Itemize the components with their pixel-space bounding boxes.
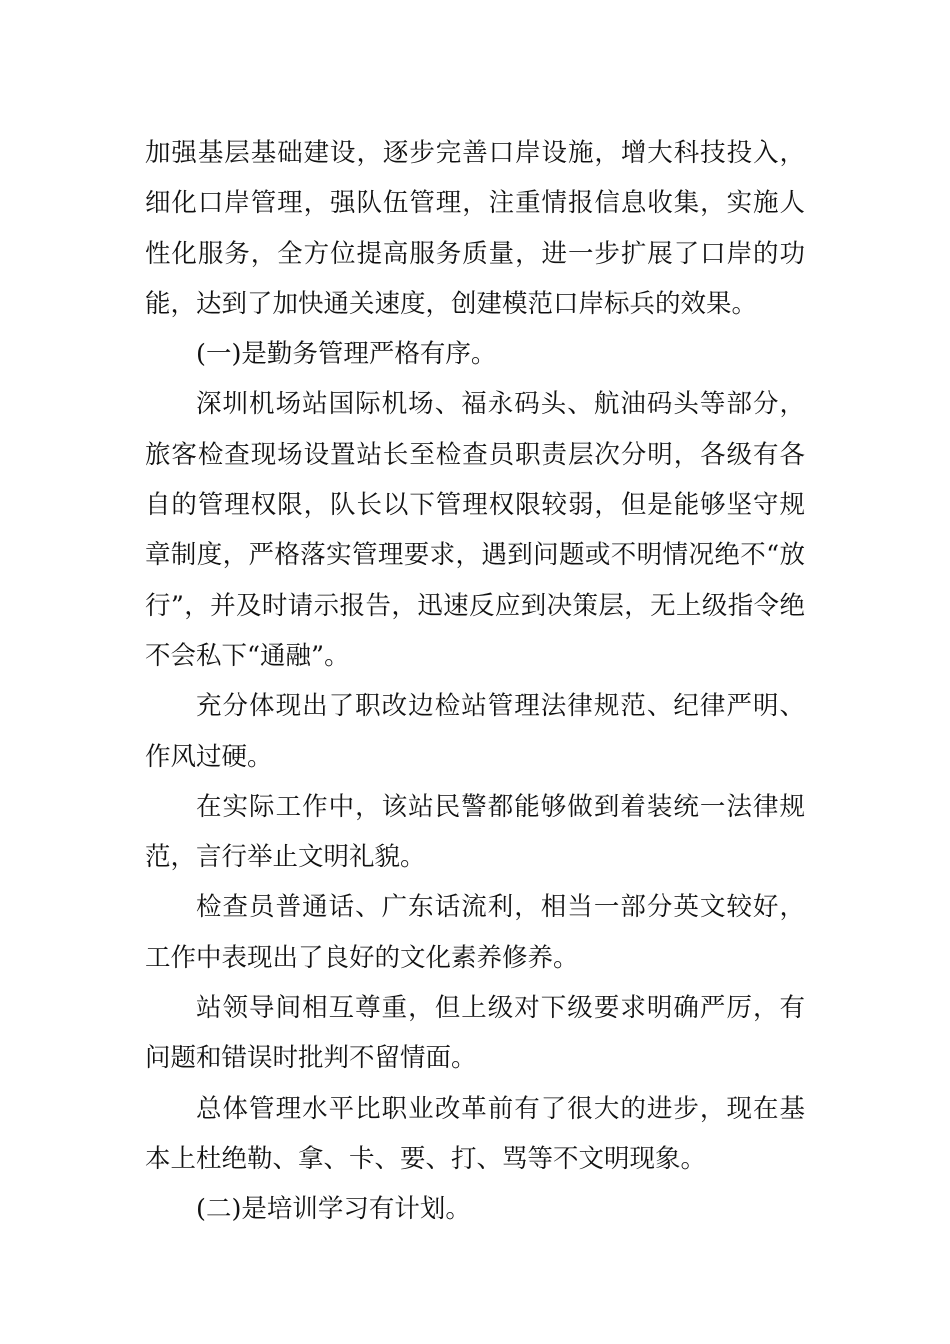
paragraph-inspectors: 检查员普通话、广东话流利，相当一部分英文较好，工作中表现出了良好的文化素养修养。 xyxy=(145,892,805,973)
paragraph-overall-level: 总体管理水平比职业改革前有了很大的进步，现在基本上杜绝勒、拿、卡、要、打、骂等不文明现象。 xyxy=(145,1093,805,1174)
paragraph-continuation: 加强基层基础建设，逐步完善口岸设施，增大科技投入，细化口岸管理，强队伍管理，注重情报信息收集，实施人性化服务，全方位提高服务质量，进一步扩展了口岸的功能，达到了加快通关速度，创建模范口岸标兵的效果。 xyxy=(145,138,805,319)
paragraph-leadership: 站领导间相互尊重，但上级对下级要求明确严厉，有问题和错误时批判不留情面。 xyxy=(145,993,805,1074)
paragraph-shenzhen-airport: 深圳机场站国际机场、福永码头、航油码头等部分，旅客检查现场设置站长至检查员职责层次分明，各级有各自的管理权限，队长以下管理权限较弱，但是能够坚守规章制度，严格落实管理要求，遇到问题或不明情况绝不“放行”，并及时请示报告，迅速反应到决策层，无上级指令绝不会私下“通融”。 xyxy=(145,389,805,671)
section-heading-training: (二)是培训学习有计划。 xyxy=(196,1194,471,1225)
section-heading-duty-management: (一)是勤务管理严格有序。 xyxy=(196,339,497,370)
paragraph-practical-work: 在实际工作中，该站民警都能够做到着装统一法律规范，言行举止文明礼貌。 xyxy=(145,791,805,873)
paragraph-discipline: 充分体现出了职改边检站管理法律规范、纪律严明、作风过硬。 xyxy=(145,691,805,772)
document-body xyxy=(145,128,805,1235)
